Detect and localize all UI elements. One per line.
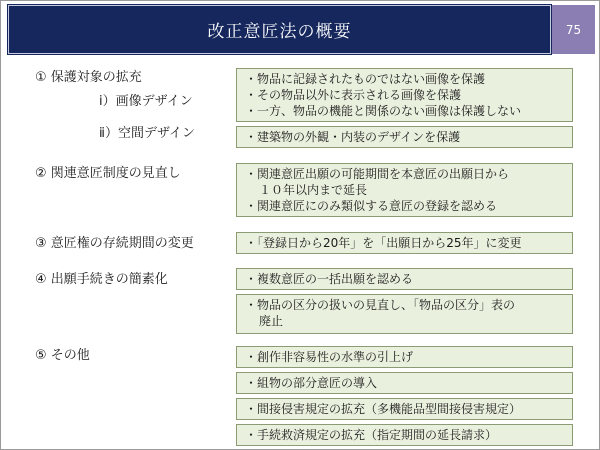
box-image-design: [236, 68, 573, 122]
box-line: ・一方、物品の機能と関係のない画像は保護しない: [245, 104, 522, 118]
box-space-design: [236, 126, 573, 148]
box-term-change: [236, 232, 573, 254]
box-line: ・物品の区分の扱いの見直し、「物品の区分」表の: [245, 298, 516, 312]
item-term-change: ③ 意匠権の存続期間の変更: [35, 236, 194, 251]
box-partial-design: [236, 372, 573, 394]
box-line: ・建築物の外観・内装のデザインを保護: [245, 130, 461, 144]
item-other: ⑤ その他: [35, 348, 90, 363]
box-line: ・関連意匠出願の可能期間を本意匠の出願日から: [245, 167, 510, 181]
item-related-design: ② 関連意匠制度の見直し: [35, 166, 181, 181]
item-filing-simplification: ④ 出願手続きの簡素化: [35, 272, 168, 287]
item-space-design: ⅱ）空間デザイン: [99, 126, 196, 141]
box-line: １０年以内まで延長: [259, 183, 368, 197]
box-line: ・創作非容易性の水準の引上げ: [245, 350, 414, 364]
box-indirect-infringement: [236, 398, 573, 420]
box-line: ・その物品以外に表示される画像を保護: [245, 88, 462, 102]
box-line: ・間接侵害規定の拡充（多機能品型間接侵害規定）: [245, 402, 522, 416]
box-relief: [236, 424, 573, 446]
box-line: ・関連意匠にのみ類似する意匠の登録を認める: [245, 199, 498, 213]
box-classification: [236, 294, 573, 334]
box-line: ・手続救済規定の拡充（指定期間の延長請求）: [245, 428, 498, 442]
box-line: 廃止: [259, 314, 284, 328]
item-image-design: ⅰ）画像デザイン: [99, 94, 193, 109]
box-creativity: [236, 346, 573, 368]
box-line: ・「登録日から20年」を「出願日から25年」に変更: [245, 236, 522, 250]
box-line: ・複数意匠の一括出願を認める: [245, 272, 414, 286]
page-number: 75: [552, 5, 595, 54]
item-protection-scope: ① 保護対象の拡充: [35, 70, 142, 85]
slide-title: 改正意匠法の概要: [8, 5, 551, 54]
box-line: ・物品に記録されたものではない画像を保護: [245, 72, 486, 86]
box-line: ・組物の部分意匠の導入: [245, 376, 378, 390]
box-multi-filing: [236, 268, 573, 290]
box-related-design: [236, 163, 573, 217]
